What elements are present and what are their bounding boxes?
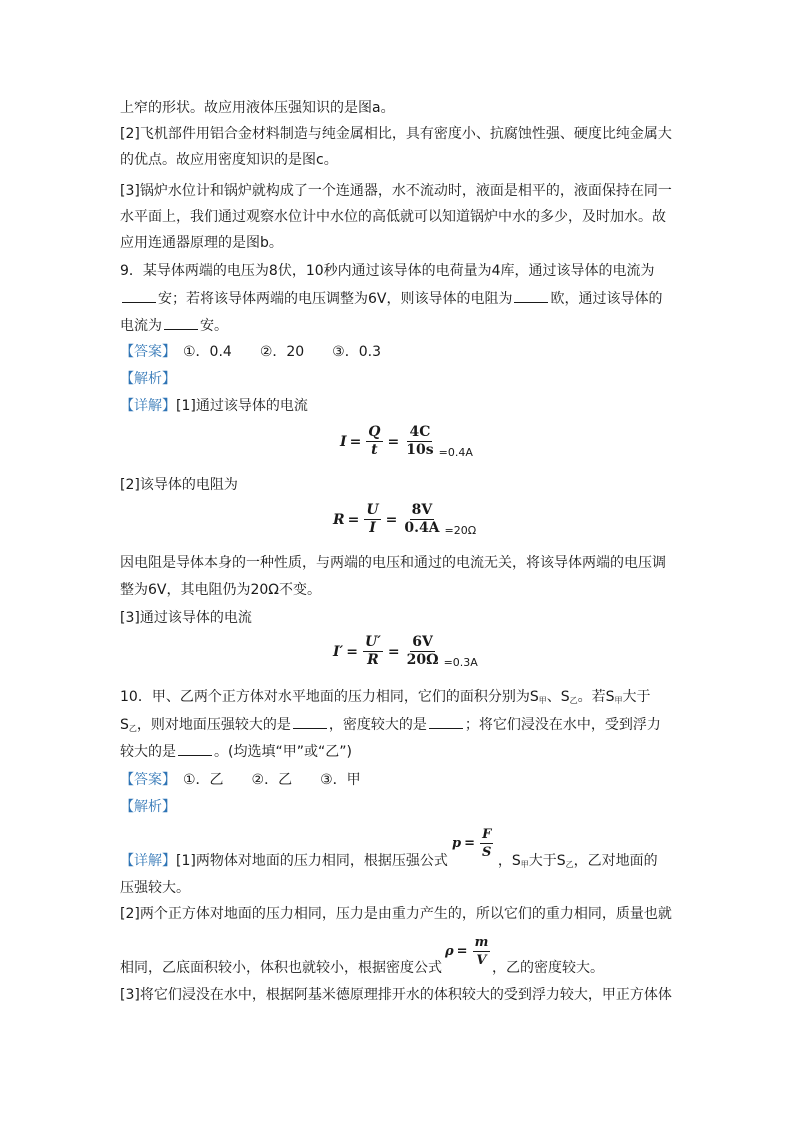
formula-current: I = $\frac{Q}{t}$ = $\frac{4C}{10s}$ =0.4A (340, 424, 473, 459)
detail-line: [2]该导体的电阻为 (120, 477, 238, 493)
detail-line: [2]两个正方体对地面的压力相同，压力是由重力产生的，所以它们的重力相同，质量也就 (120, 906, 672, 922)
text-line: [2]飞机部件用铝合金材料制造与纯金属相比，具有密度小、抗腐蚀性强、硬度比纯金属大 (120, 126, 672, 142)
text-line: 上窄的形状。故应用液体压强知识的是图a。 (120, 100, 395, 116)
detail-line: [3]将它们浸没在水中，根据阿基米德原理排开水的体积较大的受到浮力较大，甲正方体体 (120, 987, 672, 1003)
answer-blank (429, 714, 463, 729)
detail-line: 【详解】[1]通过该导体的电流 (120, 398, 308, 414)
formula-resistance: R = $\frac{U}{I}$ = $\frac{8V}{0.4A}$ =20Ω (333, 502, 477, 537)
answer-blank (293, 714, 327, 729)
formula-current-2: I′ = $\frac{U'}{R}$ = $\frac{6V}{20\Omega}$ =0.3A (333, 634, 478, 669)
question-10-line-1: 10．甲、乙两个正方体对水平地面的压力相同，它们的面积分别为$S_甲$、$S_乙$。若$S_甲$大于 (120, 689, 651, 705)
density-formula: ρ = $\frac{m}{V}$ (445, 935, 489, 968)
detail-line: 【详解】[1]两物体对地面的压力相同，根据压强公式 ，$S_甲$大于$S_乙$，乙对地面的 (120, 853, 658, 869)
analysis-label: 【解析】 (120, 371, 176, 387)
detail-line: 压强较大。 (120, 880, 190, 896)
answer-label: 【答案】 (120, 344, 169, 360)
analysis-label: 【解析】 (120, 799, 176, 815)
text-line: [3]锅炉水位计和锅炉就构成了一个连通器，水不流动时，液面是相平的，液面保持在同一 (120, 183, 672, 199)
detail-line: 整为6V，其电阻仍为20Ω不变。 (120, 582, 321, 598)
answer-blank (514, 288, 548, 303)
question-9-line-1: 9．某导体两端的电压为8伏，10秒内通过该导体的电荷量为4库，通过该导体的电流为 (120, 263, 655, 279)
answer-line (120, 342, 680, 364)
text-line: 水平面上，我们通过观察水位计中水位的高低就可以知道锅炉中水的多少，及时加水。故 (120, 209, 666, 225)
detail-line: 相同，乙底面积较小，体积也就较小，根据密度公式 ，乙的密度较大。 (120, 960, 604, 976)
answer-blank (122, 288, 156, 303)
question-10-line-3: 较大的是 。(均选填“甲”或“乙”) (120, 741, 680, 763)
answer-blank (178, 741, 212, 756)
answer-blank (164, 315, 198, 330)
answer-text: ①．0.4 ②．20 ③．0.3 (183, 344, 381, 360)
detail-label: 【详解】 (120, 398, 176, 414)
text-line: 应用连通器原理的是图b。 (120, 235, 283, 251)
question-10-line-2: $S_乙$，则对地面压强较大的是 ，密度较大的是 ；将它们浸没在水中，受到浮力 (120, 714, 680, 736)
question-9-line-3: 电流为 安。 (120, 315, 680, 337)
detail-line: [3]通过该导体的电流 (120, 610, 252, 626)
detail-line: 因电阻是导体本身的一种性质，与两端的电压和通过的电流无关，将该导体两端的电压调 (120, 555, 666, 571)
question-9-line-2: 安；若将该导体两端的电压调整为6V，则该导体的电阻为 欧，通过该导体的 (120, 288, 680, 310)
detail-label: 【详解】 (120, 853, 176, 869)
answer-line (120, 770, 680, 792)
answer-text: ①．乙 ②．乙 ③．甲 (183, 772, 361, 788)
text-line: 的优点。故应用密度知识的是图c。 (120, 152, 338, 168)
pressure-formula: p = $\frac{F}{S}$ (452, 827, 492, 860)
answer-label: 【答案】 (120, 772, 169, 788)
